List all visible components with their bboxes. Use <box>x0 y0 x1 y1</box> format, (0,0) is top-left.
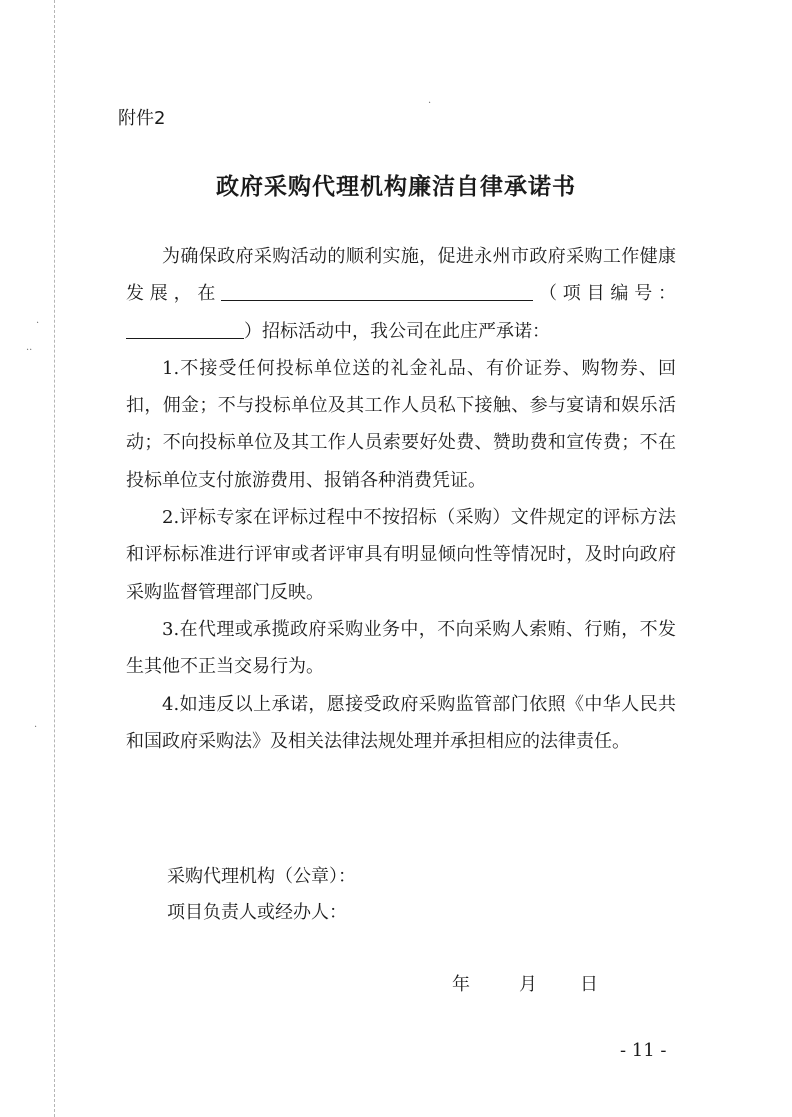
page-number: - 11 - <box>620 1040 667 1061</box>
commitment-item-1: 1.不接受任何投标单位送的礼金礼品、有价证券、购物券、回扣，佣金；不与投标单位及其工作人员私下接触、参与宴请和娱乐活动；不向投标单位及其工作人员索要好处费、赞助费和宣传费；不在投标单位支付旅游费用、报销各种消费凭证。 <box>126 357 676 491</box>
project-number-blank <box>126 318 244 339</box>
date-year: 年 <box>452 974 470 995</box>
date-month: 月 <box>519 974 537 995</box>
commitment-item-3: 3.在代理或承揽政府采购业务中，不向采购人索贿、行贿，不发生其他不正当交易行为。 <box>126 618 676 678</box>
scan-speck: ·· <box>26 345 33 356</box>
scan-speck: · <box>34 722 38 733</box>
commitment-item-4: 4.如违反以上承诺，愿接受政府采购监管部门依照《中华人民共和国政府采购法》及相关法律法规处理并承担相应的法律责任。 <box>126 693 676 752</box>
scan-speck: · <box>36 318 40 329</box>
intro-text-1: 为确保政府采购活动的顺利实施，促进永州市政府采购工作健康发展，在 <box>126 246 676 305</box>
scan-speck: · <box>428 98 432 109</box>
intro-text-2: （项目编号： <box>533 283 677 305</box>
date-day: 日 <box>580 974 598 995</box>
responsible-person-label: 项目负责人或经办人： <box>167 902 347 923</box>
agency-seal-label: 采购代理机构（公章）： <box>167 866 356 887</box>
commitment-item-2: 2.评标专家在评标过程中不按招标（采购）文件规定的评标方法和评标标准进行评审或者评审具有明显倾向性等情况时，及时向政府采购监督管理部门反映。 <box>126 507 676 603</box>
attachment-label: 附件2 <box>118 108 166 129</box>
intro-text-3: ）招标活动中，我公司在此庄严承诺： <box>244 320 550 342</box>
intro-paragraph <box>126 238 676 350</box>
project-name-blank <box>221 280 533 301</box>
document-title: 政府采购代理机构廉洁自律承诺书 <box>216 174 576 200</box>
document-body <box>126 238 676 760</box>
